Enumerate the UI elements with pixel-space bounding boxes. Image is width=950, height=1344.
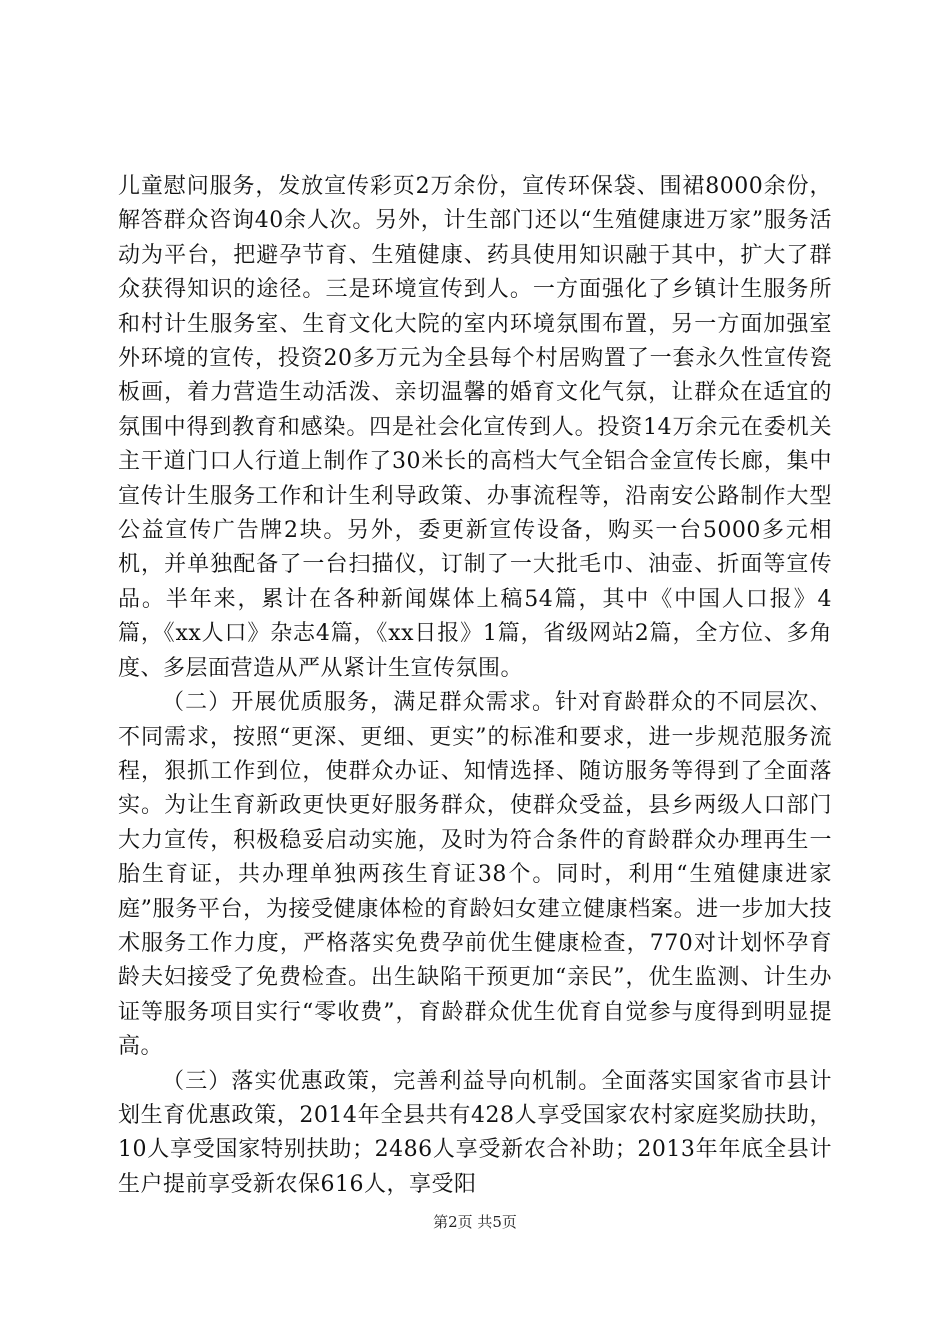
document-body [118, 170, 832, 1202]
paragraph-3: （三）落实优惠政策，完善利益导向机制。全面落实国家省市县计划生育优惠政策，2014年全县共有428人享受国家农村家庭奖励扶助，10人享受国家特别扶助；2486人享受新农合补助；2013年年底全县计生户提前享受新农保616人，享受阳 [118, 1068, 832, 1197]
paragraph-1: 儿童慰问服务，发放宣传彩页2万余份，宣传环保袋、围裙8000余份，解答群众咨询40余人次。另外，计生部门还以“生殖健康进万家”服务活动为平台，把避孕节育、生殖健康、药具使用知识融于其中，扩大了群众获得知识的途径。三是环境宣传到人。一方面强化了乡镇计生服务所和村计生服务室、生育文化大院的室内环境氛围布置，另一方面加强室外环境的宣传，投资20多万元为全县每个村居购置了一套永久性宣传瓷板画，着力营造生动活泼、亲切温馨的婚育文化气氛，让群众在适宜的氛围中得到教育和感染。四是社会化宣传到人。投资14万余元在委机关主干道门口人行道上制作了30米长的高档大气全铝合金宣传长廊，集中宣传计生服务工作和计生利导政策、办事流程等，沿南安公路制作大型公益宣传广告牌2块。另外，委更新宣传设备，购买一台5000多元相机，并单独配备了一台扫描仪，订制了一大批毛巾、油壶、折面等宣传品。半年来，累计在各种新闻媒体上稿54篇，其中《中国人口报》4篇，《xx人口》杂志4篇，《xx日报》1篇，省级网站2篇，全方位、多角度、多层面营造从严从紧计生宣传氛围。 [118, 174, 832, 681]
page-number-footer: 第2页 共5页 [433, 1213, 517, 1231]
paragraph-2: （二）开展优质服务，满足群众需求。针对育龄群众的不同层次、不同需求，按照“更深、更细、更实”的标准和要求，进一步规范服务流程，狠抓工作到位，使群众办证、知情选择、随访服务等得到了全面落实。为让生育新政更快更好服务群众，使群众受益，县乡两级人口部门大力宣传，积极稳妥启动实施，及时为符合条件的育龄群众办理再生一胎生育证，共办理单独两孩生育证38个。同时，利用“生殖健康进家庭”服务平台，为接受健康体检的育龄妇女建立健康档案。进一步加大技术服务工作力度，严格落实免费孕前优生健康检查，770对计划怀孕育龄夫妇接受了免费检查。出生缺陷干预更加“亲民”，优生监测、计生办证等服务项目实行“零收费”，育龄群众优生优育自觉参与度得到明显提高。 [118, 690, 832, 1060]
